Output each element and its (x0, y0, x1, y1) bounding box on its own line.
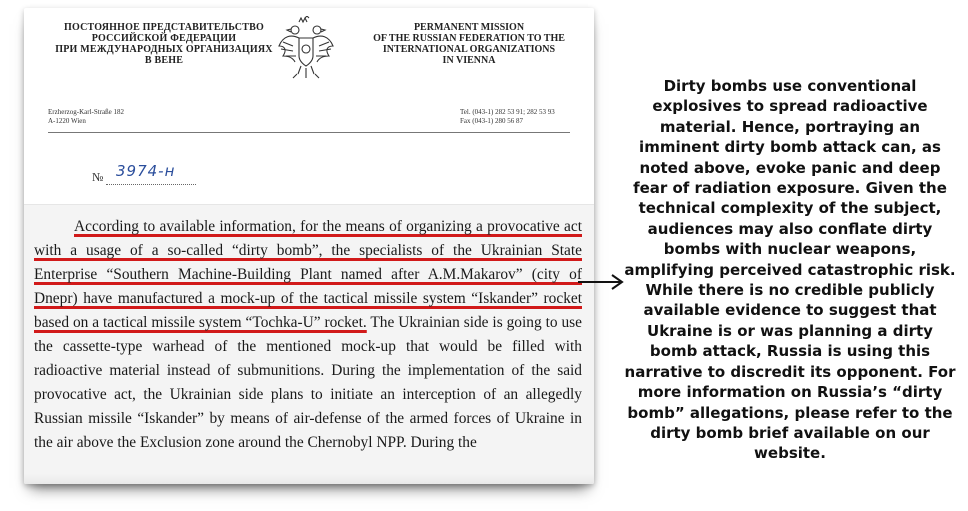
letterhead-english-line: IN VIENNA (442, 55, 496, 66)
body-continuation: The Ukrainian side is going to use the cassette-type warhead of the mentioned mock-up that would be filled with radioactive material instead of submunitions. During the implementation of the said provocative act, the Ukrainian side plans to initiate an interception of an allegedly Russian missile “Iskander” by means of air-defense of the armed forces of Ukraine in the air above the Exclusion zone around the Chernobyl NPP. During the (34, 314, 582, 451)
highlighted-passage: According to available information, for the means of organizing a provocative act with a usage of a so-called “dirty bomb”, the specialists of the Ukrainian State Enterprise “Southern Machine-Building Plant named after A.M.Makarov” (city of Dnepr) have manufactured a mock-up of the tactical missile system “Iskander” rocket based on a tactical missile system “Tochka-U” rocket. (34, 218, 582, 331)
letterhead-russian-line: РОССИЙСКОЙ ФЕДЕРАЦИИ (91, 33, 237, 44)
letterhead-russian (44, 22, 284, 66)
letterhead (24, 8, 594, 203)
mission-contacts (460, 108, 555, 126)
letterhead-english-line: OF THE RUSSIAN FEDERATION TO THE (373, 33, 565, 44)
fax-number: Fax (043-1) 280 56 87 (460, 117, 523, 125)
address-line: Erzherzog-Karl-Straße 182 (48, 108, 124, 116)
phone-number: Tel. (043-1) 282 53 91; 282 53 93 (460, 108, 555, 116)
mission-address (48, 108, 124, 126)
letterhead-divider (48, 132, 570, 133)
letterhead-english-line: INTERNATIONAL ORGANIZATIONS (382, 44, 556, 55)
letter-card (24, 8, 594, 484)
letterhead-english (354, 22, 584, 66)
reference-prefix: № (92, 170, 104, 184)
letter-paragraph (34, 215, 582, 455)
letterhead-english-line: PERMANENT MISSION (413, 22, 525, 33)
double-headed-eagle-icon (277, 16, 335, 84)
letter-body-text (34, 215, 582, 455)
address-line: A-1220 Wien (48, 117, 86, 125)
arrow-right-icon (576, 272, 626, 292)
letterhead-russian-line: ПОСТОЯННОЕ ПРЕДСТАВИТЕЛЬСТВО (64, 22, 264, 33)
letterhead-russian-line: ПРИ МЕЖДУНАРОДНЫХ ОРГАНИЗАЦИЯХ (55, 44, 273, 55)
commentary-text: Dirty bombs use conventional explosives to spread radioactive material. Hence, portraying an imminent dirty bomb attack can, as noted above, evoke panic and deep fear of radiation exposure. Given the technical complexity of the subject, audiences may also conflate dirty bombs with nuclear weapons, amplifying perceived catastrophic risk. While there is no credible publicly available evidence to suggest that Ukraine is or was planning a dirty bomb attack, Russia is using this narrative to discredit its opponent. For more information on Russia’s “dirty bomb” allegations, please refer to the dirty bomb brief available on our website. (624, 77, 956, 463)
letter-body (24, 204, 594, 484)
reference-number: 3974-н (116, 162, 176, 180)
reference-dotted-line (106, 184, 196, 185)
letterhead-russian-line: В ВЕНЕ (144, 55, 184, 66)
